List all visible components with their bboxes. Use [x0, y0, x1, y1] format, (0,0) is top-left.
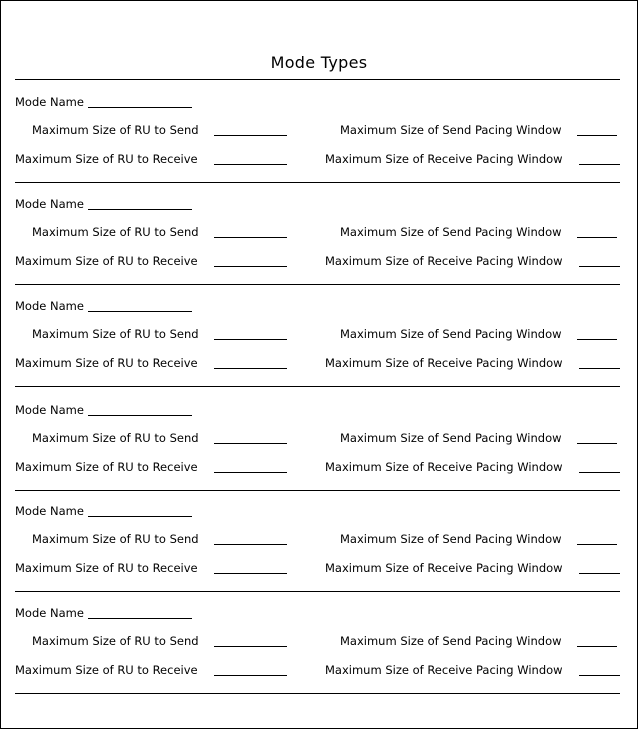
max-receive-pacing-label: Maximum Size of Receive Pacing Window — [325, 152, 563, 166]
max-ru-send-field[interactable] — [214, 443, 287, 444]
max-send-pacing-label: Maximum Size of Send Pacing Window — [340, 123, 562, 137]
max-receive-pacing-label: Maximum Size of Receive Pacing Window — [325, 663, 563, 677]
mode-name-label: Mode Name — [15, 299, 84, 313]
max-receive-pacing-field[interactable] — [579, 472, 620, 473]
max-ru-send-label: Maximum Size of RU to Send — [32, 327, 199, 341]
max-ru-send-label: Maximum Size of RU to Send — [32, 431, 199, 445]
max-ru-send-label: Maximum Size of RU to Send — [32, 532, 199, 546]
max-receive-pacing-field[interactable] — [579, 675, 620, 676]
max-ru-receive-field[interactable] — [214, 472, 287, 473]
max-send-pacing-field[interactable] — [577, 237, 617, 238]
max-ru-receive-field[interactable] — [214, 675, 287, 676]
mode-name-label: Mode Name — [15, 606, 84, 620]
section-divider — [15, 182, 620, 183]
max-send-pacing-field[interactable] — [577, 135, 617, 136]
mode-name-label: Mode Name — [15, 197, 84, 211]
max-send-pacing-label: Maximum Size of Send Pacing Window — [340, 431, 562, 445]
mode-name-field[interactable] — [88, 311, 192, 312]
mode-name-label: Mode Name — [15, 403, 84, 417]
max-ru-send-field[interactable] — [214, 339, 287, 340]
max-send-pacing-label: Maximum Size of Send Pacing Window — [340, 634, 562, 648]
max-ru-send-label: Maximum Size of RU to Send — [32, 225, 199, 239]
max-ru-receive-field[interactable] — [214, 164, 287, 165]
max-ru-receive-label: Maximum Size of RU to Receive — [15, 561, 198, 575]
mode-name-label: Mode Name — [15, 504, 84, 518]
max-receive-pacing-field[interactable] — [579, 368, 620, 369]
mode-name-field[interactable] — [88, 516, 192, 517]
max-ru-send-field[interactable] — [214, 544, 287, 545]
max-ru-receive-label: Maximum Size of RU to Receive — [15, 460, 198, 474]
max-send-pacing-label: Maximum Size of Send Pacing Window — [340, 225, 562, 239]
section-divider — [15, 490, 620, 491]
section-divider — [15, 284, 620, 285]
max-receive-pacing-label: Maximum Size of Receive Pacing Window — [325, 356, 563, 370]
mode-name-field[interactable] — [88, 209, 192, 210]
max-send-pacing-field[interactable] — [577, 443, 617, 444]
max-ru-receive-field[interactable] — [214, 368, 287, 369]
max-receive-pacing-field[interactable] — [579, 573, 620, 574]
max-ru-send-label: Maximum Size of RU to Send — [32, 123, 199, 137]
mode-name-field[interactable] — [88, 415, 192, 416]
max-ru-receive-field[interactable] — [214, 266, 287, 267]
max-ru-send-field[interactable] — [214, 135, 287, 136]
max-send-pacing-field[interactable] — [577, 544, 617, 545]
max-send-pacing-label: Maximum Size of Send Pacing Window — [340, 532, 562, 546]
title-rule — [15, 79, 620, 80]
mode-name-field[interactable] — [88, 618, 192, 619]
mode-name-field[interactable] — [88, 107, 192, 108]
max-receive-pacing-label: Maximum Size of Receive Pacing Window — [325, 460, 563, 474]
max-ru-receive-label: Maximum Size of RU to Receive — [15, 152, 198, 166]
max-receive-pacing-field[interactable] — [579, 164, 620, 165]
section-divider — [15, 591, 620, 592]
max-ru-send-label: Maximum Size of RU to Send — [32, 634, 199, 648]
max-send-pacing-field[interactable] — [577, 339, 617, 340]
max-ru-receive-label: Maximum Size of RU to Receive — [15, 663, 198, 677]
section-divider — [15, 386, 620, 387]
max-receive-pacing-label: Maximum Size of Receive Pacing Window — [325, 254, 563, 268]
form-title: Mode Types — [270, 53, 368, 72]
max-receive-pacing-field[interactable] — [579, 266, 620, 267]
max-receive-pacing-label: Maximum Size of Receive Pacing Window — [325, 561, 563, 575]
mode-name-label: Mode Name — [15, 95, 84, 109]
max-ru-receive-field[interactable] — [214, 573, 287, 574]
max-send-pacing-label: Maximum Size of Send Pacing Window — [340, 327, 562, 341]
max-ru-receive-label: Maximum Size of RU to Receive — [15, 356, 198, 370]
max-send-pacing-field[interactable] — [577, 646, 617, 647]
max-ru-receive-label: Maximum Size of RU to Receive — [15, 254, 198, 268]
max-ru-send-field[interactable] — [214, 646, 287, 647]
section-divider — [15, 693, 620, 694]
max-ru-send-field[interactable] — [214, 237, 287, 238]
